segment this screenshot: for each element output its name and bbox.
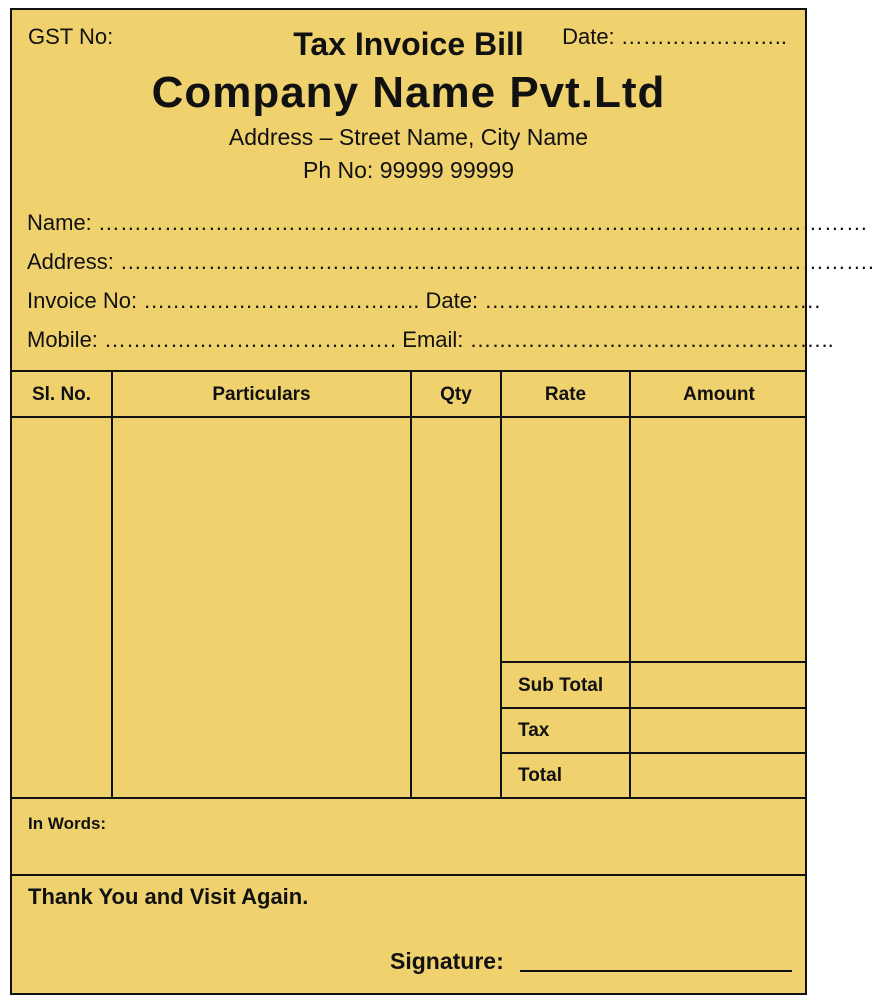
summary-divider-1 <box>500 707 807 709</box>
contact-row <box>27 327 834 353</box>
column-header-amount: Amount <box>683 384 755 405</box>
summary-divider-2 <box>500 752 807 754</box>
tax-label: Tax <box>518 720 550 741</box>
subtotal-label: Sub Total <box>518 675 604 696</box>
invoice-title: Tax Invoice Bill <box>293 26 524 62</box>
column-divider-slno <box>111 370 113 799</box>
gst-label: GST No: <box>28 24 114 49</box>
column-divider-qty <box>500 370 502 799</box>
company-name: Company Name Pvt.Ltd <box>151 68 666 117</box>
company-phone: Ph No: 99999 99999 <box>302 157 514 183</box>
customer-name-field: Name: …………………………………………………………………………………………… <box>27 210 868 235</box>
invoice-sheet <box>10 8 874 995</box>
column-header-slno: Sl. No. <box>31 384 92 405</box>
table-bottom-border <box>12 797 805 799</box>
column-divider-particulars <box>410 370 412 799</box>
column-header-rate: Rate <box>544 384 587 405</box>
in-words-label: In Words: <box>28 814 107 833</box>
email-field: Email: ………………………………………….. <box>402 327 834 352</box>
invoice-number-row <box>27 288 821 314</box>
total-label: Total <box>518 765 562 786</box>
header-date-field: Date: ………………….. <box>562 24 787 49</box>
signature-label: Signature: <box>390 948 504 974</box>
column-header-particulars: Particulars <box>212 384 311 405</box>
signature-line <box>520 970 792 972</box>
column-divider-rate <box>629 370 631 799</box>
company-address: Address – Street Name, City Name <box>228 124 589 150</box>
thank-you-message: Thank You and Visit Again. <box>28 884 309 909</box>
invoice-number-field: Invoice No: ……………………………….. <box>27 288 420 313</box>
invoice-date-field: Date: ………………………………………. <box>425 288 821 313</box>
mobile-field: Mobile: …………………………………. <box>27 327 397 352</box>
column-header-qty: Qty <box>440 384 472 405</box>
words-bottom-border <box>12 874 805 876</box>
summary-top-border <box>500 661 807 663</box>
customer-address-field: Address: …………………………………………………………………………………………. <box>27 249 874 274</box>
